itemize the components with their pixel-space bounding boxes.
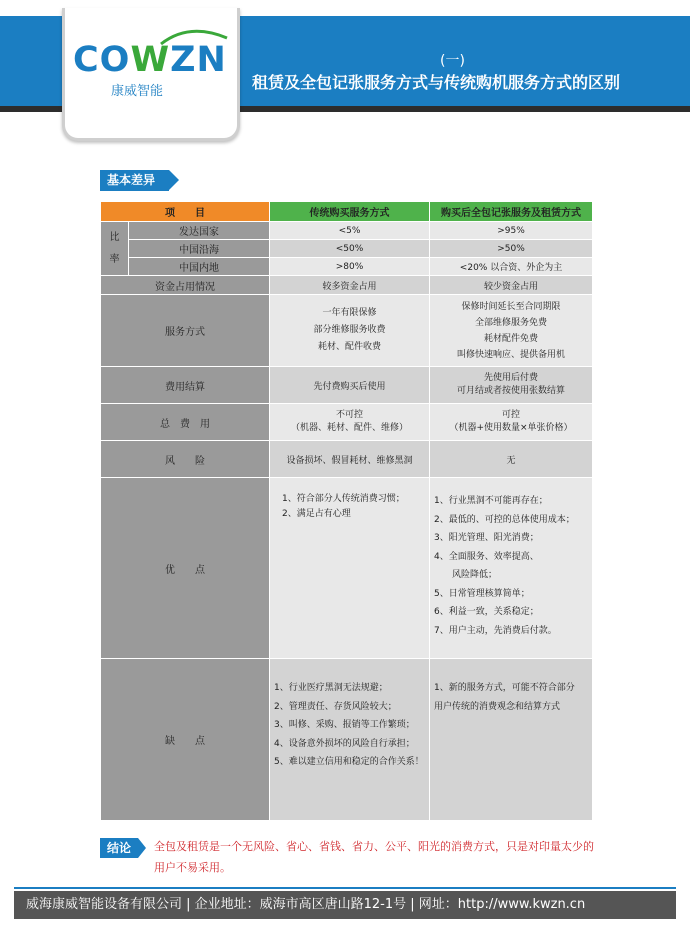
logo xyxy=(62,8,240,141)
risk-label: 风 险 xyxy=(101,441,270,478)
settle-b: 先使用后付费 可月结或者按使用张数结算 xyxy=(430,367,593,404)
risk-a: 设备损坏、假冒耗材、维修黑洞 xyxy=(270,441,430,478)
logo-brand: COWZN xyxy=(73,40,227,80)
ratio-value: >80% xyxy=(270,258,430,276)
comparison-table xyxy=(100,201,593,821)
service-a: 一年有限保修 部分维修服务收费 耗材、配件收费 xyxy=(270,295,430,367)
section-label: 基本差异 xyxy=(100,170,169,191)
settle-label: 费用结算 xyxy=(101,367,270,404)
capital-b: 较少资金占用 xyxy=(430,276,593,295)
cons-label: 缺 点 xyxy=(101,659,270,821)
ratio-value: <50% xyxy=(270,240,430,258)
header-number: (一) xyxy=(440,53,465,69)
footer: 威海康威智能设备有限公司 | 企业地址：威海市高区唐山路12-1号 | 网址：http://www.kwzn.cn xyxy=(14,891,676,919)
table-head-item: 项 目 xyxy=(101,202,270,222)
capital-a: 较多资金占用 xyxy=(270,276,430,295)
risk-b: 无 xyxy=(430,441,593,478)
settle-a: 先付费购买后使用 xyxy=(270,367,430,404)
ratio-value: >50% xyxy=(430,240,593,258)
total-b: 可控 （机器+使用数量×单张价格） xyxy=(430,404,593,441)
pros-label: 优 点 xyxy=(101,478,270,659)
pros-a: 1、符合部分人传统消费习惯； 2、满足占有心理 xyxy=(270,478,430,659)
footer-divider xyxy=(14,887,676,889)
service-b: 保修时间延长至合同期限 全部维修服务免费 耗材配件免费 叫修快速响应、提供备用机 xyxy=(430,295,593,367)
logo-brand-cn: 康威智能 xyxy=(111,84,164,99)
ratio-row-label: 中国沿海 xyxy=(129,240,270,258)
conclusion-label: 结论 xyxy=(100,838,138,858)
total-label: 总 费 用 xyxy=(101,404,270,441)
table-head-lease: 购买后全包记张服务及租赁方式 xyxy=(430,202,593,222)
ratio-value: <20% 以合资、外企为主 xyxy=(430,258,593,276)
cons-a: 1、行业医疗黑洞无法规避； 2、管理责任、存货风险较大； 3、叫修、采购、报销等工作繁琐； 4、设备意外损坏的风险自行承担； 5、难以建立信用和稳定的合作关系！ xyxy=(270,659,430,821)
ratio-value: >95% xyxy=(430,222,593,240)
ratio-row-label: 中国内地 xyxy=(129,258,270,276)
pros-b: 1、行业黑洞不可能再存在； 2、最低的、可控的总体使用成本； 3、阳光管理、阳光消费； 4、全面服务、效率提高、 风险降低； 5、日常管理核算简单； 6、利益一致，关系稳定； 7、用户主动，先消费后付款。 xyxy=(430,478,593,659)
service-label: 服务方式 xyxy=(101,295,270,367)
ratio-label: 比 率 xyxy=(101,222,129,276)
capital-label: 资金占用情况 xyxy=(101,276,270,295)
conclusion-text: 全包及租赁是一个无风险、省心、省钱、省力、公平、阳光的消费方式，只是对印量太少的用户不易采用。 xyxy=(154,840,594,874)
cons-b: 1、新的服务方式，可能不符合部分 用户传统的消费观念和结算方式 xyxy=(430,659,593,821)
ratio-row-label: 发达国家 xyxy=(129,222,270,240)
table-head-traditional: 传统购买服务方式 xyxy=(270,202,430,222)
ratio-value: <5% xyxy=(270,222,430,240)
total-a: 不可控 （机器、耗材、配件、维修） xyxy=(270,404,430,441)
page-title: 租赁及全包记张服务方式与传统购机服务方式的区别 xyxy=(252,73,621,92)
